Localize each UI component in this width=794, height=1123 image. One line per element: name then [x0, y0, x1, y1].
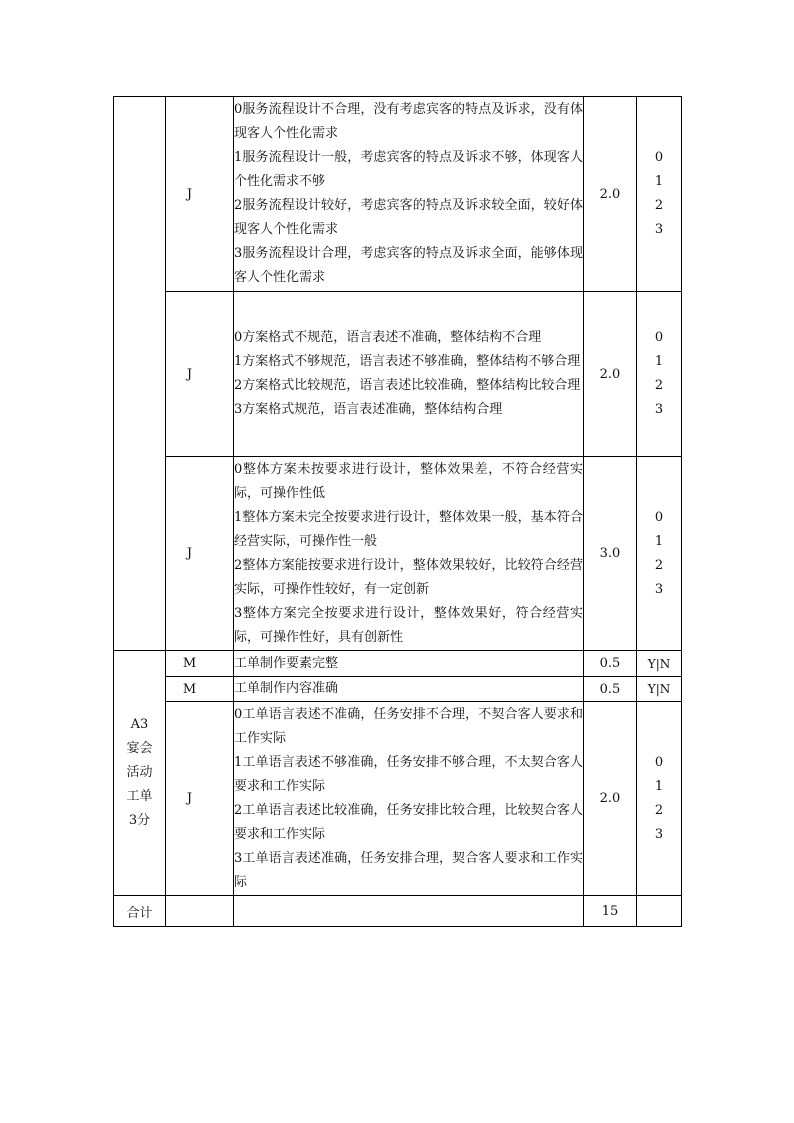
score-level-line: 3服务流程设计合理，考虑宾客的特点及诉求全面，能够体现客人个性化需求	[234, 246, 583, 285]
score-option: 2	[654, 802, 664, 818]
criterion-description	[234, 97, 584, 292]
score-level-line: 1方案格式不够规范，语言表述不够准确，整体结构不够合理	[234, 354, 581, 369]
yes-no-cell: Y|N	[637, 677, 682, 702]
criterion-type: M	[166, 677, 234, 702]
score-option: 3	[654, 402, 664, 417]
yes-no-cell: Y|N	[637, 651, 682, 677]
module-cell-empty	[114, 97, 166, 651]
criterion-type: J	[166, 457, 234, 651]
empty-cell	[234, 896, 584, 927]
score-level-line: 3工单语言表述准确，任务安排合理，契合客人要求和工作实际	[234, 850, 583, 890]
criterion-description	[234, 292, 584, 457]
weight-cell: 2.0	[584, 97, 637, 292]
score-options	[637, 292, 682, 457]
criterion-type: J	[166, 97, 234, 292]
score-options	[637, 702, 682, 896]
score-option: 3	[654, 222, 664, 237]
empty-cell	[637, 896, 682, 927]
score-option: 0	[654, 509, 664, 525]
score-option: 2	[654, 378, 664, 393]
score-level-line: 3方案格式规范，语言表述准确，整体结构合理	[234, 402, 503, 417]
weight-cell: 3.0	[584, 457, 637, 651]
score-level-line: 1整体方案未完全按要求进行设计，整体效果一般，基本符合经营实际，可操作性一般	[234, 509, 583, 549]
score-option: 1	[654, 778, 664, 794]
criterion-description: 工单制作内容准确	[234, 677, 584, 702]
score-level-line: 1工单语言表述不够准确，任务安排不够合理，不太契合客人要求和工作实际	[234, 754, 583, 794]
score-option: 3	[654, 826, 664, 842]
table-row	[114, 677, 682, 702]
criterion-description	[234, 702, 584, 896]
score-option: 2	[654, 198, 664, 213]
table-row	[114, 292, 682, 457]
criterion-type: J	[166, 292, 234, 457]
score-level-line: 3整体方案完全按要求进行设计，整体效果好，符合经营实际，可操作性好，具有创新性	[234, 605, 583, 645]
weight-cell: 0.5	[584, 651, 637, 677]
weight-cell: 0.5	[584, 677, 637, 702]
score-option: 1	[654, 533, 664, 549]
score-level-line: 0服务流程设计不合理，没有考虑宾客的特点及诉求，没有体现客人个性化需求	[234, 102, 583, 141]
score-option: 0	[654, 754, 664, 770]
criterion-type: M	[166, 651, 234, 677]
scoring-rubric-table	[113, 96, 682, 927]
total-label: 合计	[114, 896, 166, 927]
criterion-description: 工单制作要素完整	[234, 651, 584, 677]
score-level-line: 2整体方案能按要求进行设计，整体效果较好，比较符合经营实际，可操作性较好，有一定创新	[234, 557, 583, 597]
empty-cell	[166, 896, 234, 927]
total-weight: 15	[584, 896, 637, 927]
score-option: 3	[654, 581, 664, 597]
table-row	[114, 702, 682, 896]
total-row	[114, 896, 682, 927]
weight-cell: 2.0	[584, 292, 637, 457]
score-level-line: 2工单语言表述比较准确，任务安排比较合理，比较契合客人要求和工作实际	[234, 802, 583, 842]
criterion-description	[234, 457, 584, 651]
score-option: 1	[654, 174, 664, 189]
table-row	[114, 651, 682, 677]
score-options	[637, 457, 682, 651]
score-level-line: 0工单语言表述不准确，任务安排不合理，不契合客人要求和工作实际	[234, 706, 583, 746]
score-option: 0	[654, 150, 664, 165]
table-row	[114, 457, 682, 651]
score-option: 0	[654, 330, 664, 345]
score-level-line: 2方案格式比较规范，语言表述比较准确，整体结构比较合理	[234, 378, 581, 393]
score-level-line: 2服务流程设计较好，考虑宾客的特点及诉求较全面，较好体现客人个性化需求	[234, 198, 583, 237]
score-level-line: 1服务流程设计一般，考虑宾客的特点及诉求不够，体现客人个性化需求不够	[234, 150, 583, 189]
score-level-line: 0整体方案未按要求进行设计，整体效果差，不符合经营实际，可操作性低	[234, 461, 583, 501]
score-level-line: 0方案格式不规范，语言表述不准确，整体结构不合理	[234, 330, 542, 345]
module-label: A3 宴会 活动 工单 3分	[114, 651, 166, 896]
score-options	[637, 97, 682, 292]
weight-cell: 2.0	[584, 702, 637, 896]
criterion-type: J	[166, 702, 234, 896]
score-option: 2	[654, 557, 664, 573]
score-option: 1	[654, 354, 664, 369]
table-row	[114, 97, 682, 292]
